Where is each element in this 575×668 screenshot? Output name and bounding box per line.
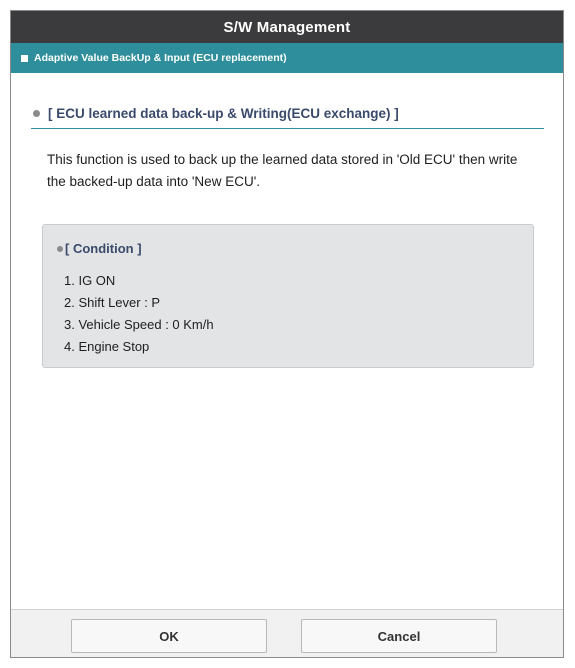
dot-bullet-icon: [57, 246, 63, 252]
condition-item: 4. Engine Stop: [64, 339, 150, 354]
function-description: This function is used to back up the learned data stored in 'Old ECU' then write the backed-up data into 'New ECU'.: [47, 152, 518, 189]
cancel-button[interactable]: Cancel: [301, 619, 497, 653]
condition-panel: [42, 224, 534, 368]
dot-bullet-icon: [33, 110, 40, 117]
section-heading-label: [ ECU learned data back-up & Writing(ECU exchange) ]: [48, 105, 399, 121]
condition-heading-label: [ Condition ]: [65, 241, 142, 256]
section-heading: [31, 104, 544, 129]
condition-item: 1. IG ON: [64, 273, 116, 288]
condition-heading: [57, 241, 142, 256]
condition-item: 2. Shift Lever : P: [64, 295, 161, 310]
ok-button[interactable]: OK: [71, 619, 267, 653]
dialog-title: S/W Management: [223, 18, 351, 36]
condition-list: [64, 270, 214, 358]
sw-management-dialog: [10, 10, 564, 658]
function-subheader-label: Adaptive Value BackUp & Input (ECU replacement): [34, 52, 287, 64]
function-subheader: [11, 43, 563, 73]
square-bullet-icon: [21, 55, 28, 62]
dialog-titlebar: [11, 11, 563, 43]
condition-item: 3. Vehicle Speed : 0 Km/h: [64, 317, 214, 332]
dialog-footer: [11, 609, 563, 657]
